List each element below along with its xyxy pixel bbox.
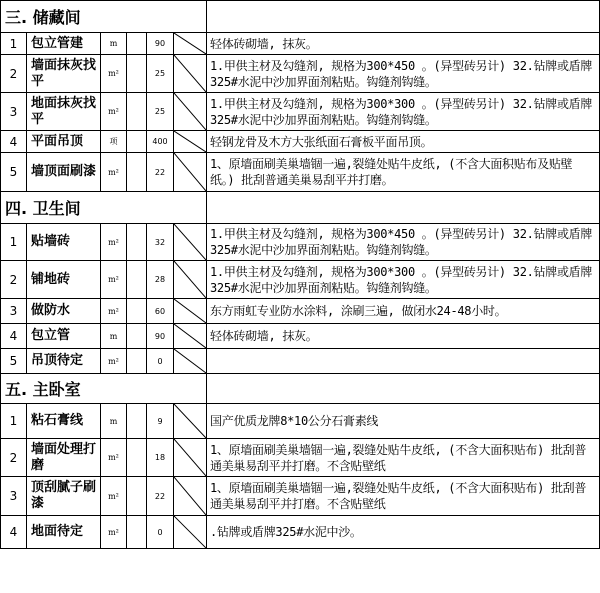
unit: m²	[101, 439, 127, 477]
diagonal-line	[174, 324, 206, 348]
item-name: 吊顶待定	[27, 349, 101, 374]
table-row	[0, 516, 600, 549]
item-description: 1、原墙面刷美巢墙锢一遍,裂缝处贴牛皮纸, (不含大面积贴布) 批刮普通美巢易刮平并打磨。不含贴壁纸	[207, 477, 600, 516]
item-name: 铺地砖	[27, 261, 101, 299]
item-name: 地面待定	[27, 516, 101, 549]
item-name: 做防水	[27, 299, 101, 324]
blank-cell	[127, 55, 147, 93]
quantity: 25	[147, 93, 174, 131]
diagonal-cell	[174, 439, 207, 477]
diagonal-cell	[174, 131, 207, 153]
quantity: 90	[147, 324, 174, 349]
item-description: .钻牌或盾牌325#水泥中沙。	[207, 516, 600, 549]
blank-cell	[127, 33, 147, 55]
diagonal-cell	[174, 516, 207, 549]
item-description: 1、原墙面刷美巢墙锢一遍,裂缝处贴牛皮纸, (不含大面积贴布) 批刮普通美巢易刮平并打磨。不含贴壁纸	[207, 439, 600, 477]
diagonal-cell	[174, 324, 207, 349]
quantity: 22	[147, 477, 174, 516]
table-row	[0, 93, 600, 131]
item-name: 粘石膏线	[27, 404, 101, 439]
table-row	[0, 349, 600, 374]
row-number: 5	[0, 349, 27, 374]
unit: m²	[101, 224, 127, 261]
blank-cell	[127, 224, 147, 261]
quantity: 28	[147, 261, 174, 299]
diagonal-line	[174, 55, 206, 92]
blank-cell	[127, 93, 147, 131]
diagonal-cell	[174, 93, 207, 131]
row-number: 4	[0, 131, 27, 153]
diagonal-cell	[174, 299, 207, 324]
section-desc-blank	[207, 192, 600, 224]
table-row	[0, 299, 600, 324]
diagonal-cell	[174, 261, 207, 299]
unit: 项	[101, 131, 127, 153]
unit: m	[101, 33, 127, 55]
diagonal-line	[174, 349, 206, 373]
blank-cell	[127, 349, 147, 374]
row-number: 3	[0, 299, 27, 324]
item-description: 1.甲供主材及勾缝剂, 规格为300*450 。(异型砖另计) 32.钻牌或盾牌325#水泥中沙加界面剂粘贴。钩缝剂钩缝。	[207, 55, 600, 93]
item-description: 轻钢龙骨及木方大张纸面石膏板平面吊顶。	[207, 131, 600, 153]
section-header-row	[0, 374, 600, 404]
blank-cell	[127, 131, 147, 153]
table-row	[0, 261, 600, 299]
table-row	[0, 33, 600, 55]
item-description: 国产优质龙牌8*10公分石膏素线	[207, 404, 600, 439]
diagonal-line	[174, 224, 206, 260]
diagonal-line	[174, 261, 206, 298]
quantity: 25	[147, 55, 174, 93]
table-row	[0, 224, 600, 261]
row-number: 4	[0, 324, 27, 349]
diagonal-line	[174, 131, 206, 152]
table-row	[0, 131, 600, 153]
diagonal-cell	[174, 404, 207, 439]
unit: m²	[101, 93, 127, 131]
diagonal-cell	[174, 477, 207, 516]
row-number: 4	[0, 516, 27, 549]
row-number: 3	[0, 93, 27, 131]
section-title: 四. 卫生间	[0, 192, 207, 224]
table-row	[0, 439, 600, 477]
item-name: 贴墙砖	[27, 224, 101, 261]
quantity: 18	[147, 439, 174, 477]
blank-cell	[127, 261, 147, 299]
table-row	[0, 324, 600, 349]
blank-cell	[127, 299, 147, 324]
quantity: 0	[147, 349, 174, 374]
row-number: 1	[0, 33, 27, 55]
section-desc-blank	[207, 374, 600, 404]
row-number: 5	[0, 153, 27, 192]
diagonal-cell	[174, 224, 207, 261]
item-description: 1.甲供主材及勾缝剂, 规格为300*450 。(异型砖另计) 32.钻牌或盾牌325#水泥中沙加界面剂粘贴。钩缝剂钩缝。	[207, 224, 600, 261]
table-row	[0, 477, 600, 516]
unit: m²	[101, 261, 127, 299]
item-name: 墙面抹灰找平	[27, 55, 101, 93]
diagonal-cell	[174, 33, 207, 55]
diagonal-cell	[174, 349, 207, 374]
diagonal-line	[174, 439, 206, 476]
item-description	[207, 349, 600, 374]
section-title: 五. 主卧室	[0, 374, 207, 404]
table-row	[0, 55, 600, 93]
item-name: 地面抹灰找平	[27, 93, 101, 131]
unit: m²	[101, 477, 127, 516]
row-number: 2	[0, 439, 27, 477]
item-name: 平面吊顶	[27, 131, 101, 153]
table-row	[0, 153, 600, 192]
item-description: 轻体砖砌墙, 抹灰。	[207, 324, 600, 349]
quantity: 0	[147, 516, 174, 549]
item-name: 包立管	[27, 324, 101, 349]
quantity: 90	[147, 33, 174, 55]
unit: m²	[101, 55, 127, 93]
item-name: 墙面处理打磨	[27, 439, 101, 477]
row-number: 2	[0, 261, 27, 299]
unit: m²	[101, 516, 127, 549]
quantity: 32	[147, 224, 174, 261]
item-name: 顶刮腻子刷漆	[27, 477, 101, 516]
diagonal-cell	[174, 153, 207, 192]
diagonal-line	[174, 477, 206, 515]
item-description: 轻体砖砌墙, 抹灰。	[207, 33, 600, 55]
blank-cell	[127, 404, 147, 439]
quantity: 9	[147, 404, 174, 439]
unit: m	[101, 404, 127, 439]
blank-cell	[127, 477, 147, 516]
diagonal-line	[174, 299, 206, 323]
quantity: 22	[147, 153, 174, 192]
unit: m²	[101, 349, 127, 374]
section-title: 三. 储藏间	[0, 0, 207, 33]
table-row	[0, 404, 600, 439]
blank-cell	[127, 439, 147, 477]
blank-cell	[127, 516, 147, 549]
blank-cell	[127, 324, 147, 349]
row-number: 1	[0, 224, 27, 261]
unit: m²	[101, 153, 127, 192]
item-name: 包立管建	[27, 33, 101, 55]
row-number: 1	[0, 404, 27, 439]
row-number: 2	[0, 55, 27, 93]
diagonal-line	[174, 153, 206, 191]
item-description: 东方雨虹专业防水涂料, 涂刷三遍, 做闭水24-48小时。	[207, 299, 600, 324]
diagonal-line	[174, 93, 206, 130]
quantity: 400	[147, 131, 174, 153]
section-header-row	[0, 192, 600, 224]
item-name: 墙顶面刷漆	[27, 153, 101, 192]
item-description: 1、原墙面刷美巢墙锢一遍,裂缝处贴牛皮纸, (不含大面积贴布及贴壁纸。) 批刮普通美巢易刮平并打磨。	[207, 153, 600, 192]
unit: m²	[101, 299, 127, 324]
diagonal-line	[174, 33, 206, 54]
unit: m	[101, 324, 127, 349]
diagonal-line	[174, 404, 206, 438]
diagonal-cell	[174, 55, 207, 93]
item-description: 1.甲供主材及勾缝剂, 规格为300*300 。(异型砖另计) 32.钻牌或盾牌325#水泥中沙加界面剂粘贴。钩缝剂钩缝。	[207, 93, 600, 131]
quantity: 60	[147, 299, 174, 324]
section-desc-blank	[207, 0, 600, 33]
section-header-row	[0, 0, 600, 33]
blank-cell	[127, 153, 147, 192]
diagonal-line	[174, 516, 206, 548]
row-number: 3	[0, 477, 27, 516]
item-description: 1.甲供主材及勾缝剂, 规格为300*300 。(异型砖另计) 32.钻牌或盾牌325#水泥中沙加界面剂粘贴。钩缝剂钩缝。	[207, 261, 600, 299]
